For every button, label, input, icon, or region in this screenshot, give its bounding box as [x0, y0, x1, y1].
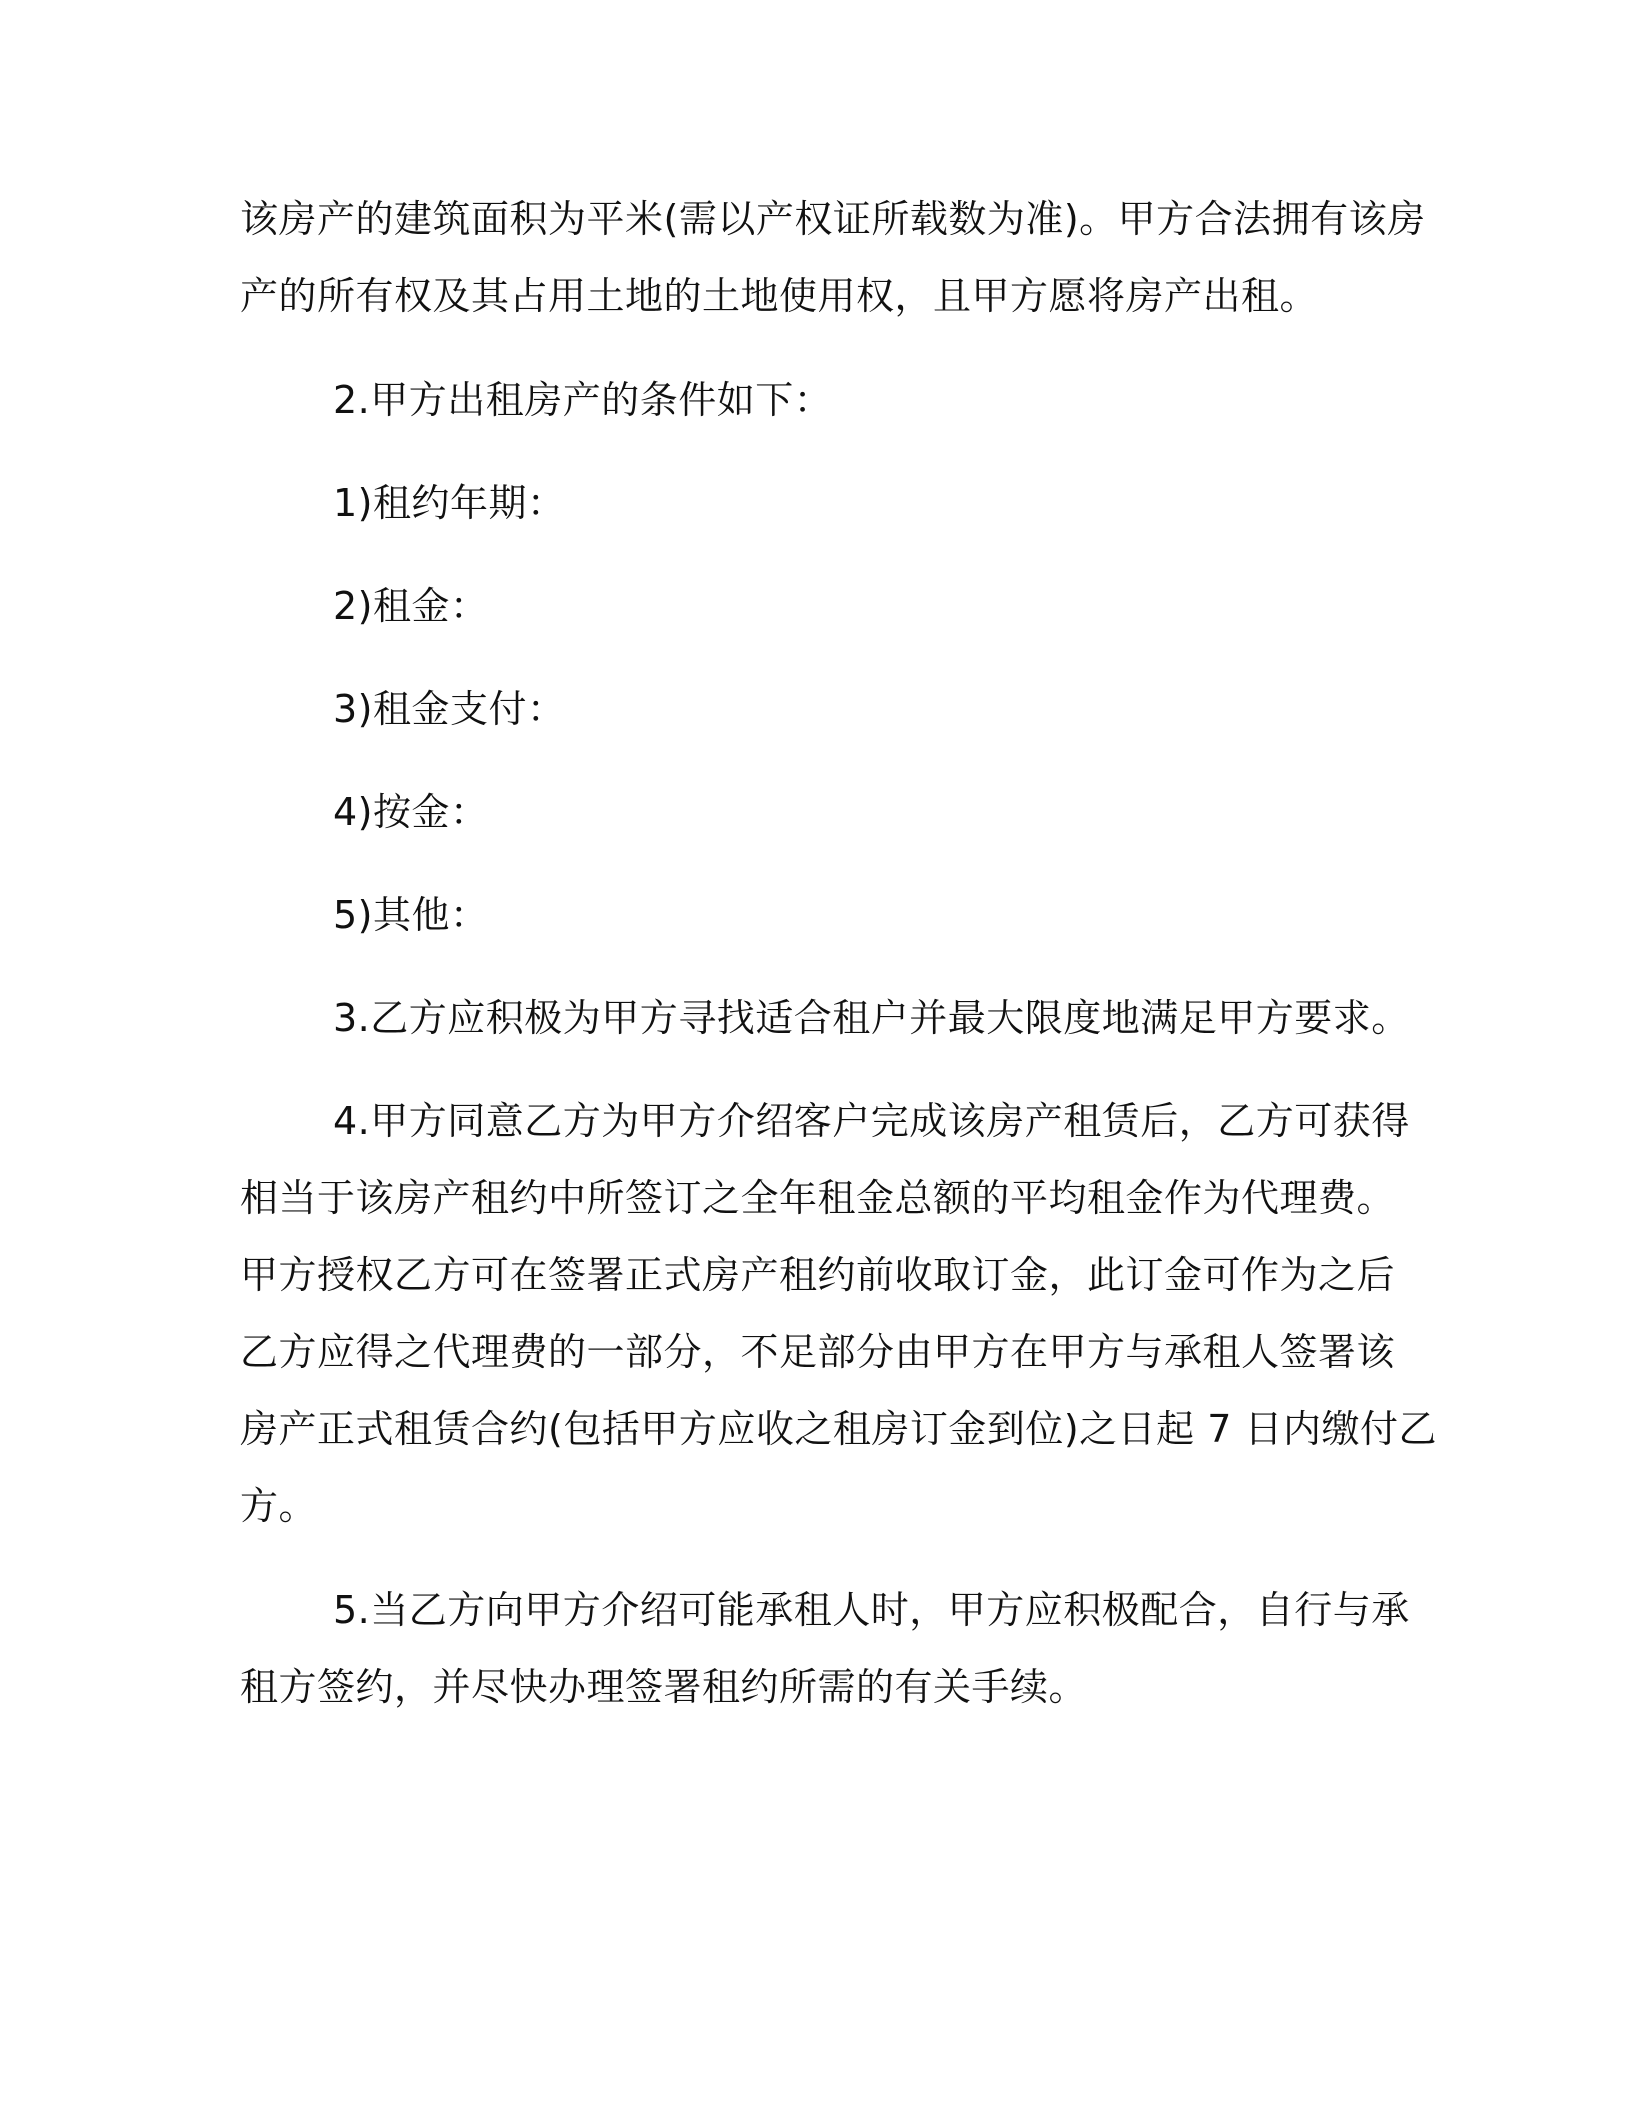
condition-rent-payment: 3)租金支付： [333, 687, 566, 731]
text-line-1: 该房产的建筑面积为平米(需以产权证所载数为准)。甲方合法拥有该房 [240, 197, 1426, 241]
clause-2-heading: 2.甲方出租房产的条件如下： [333, 378, 833, 422]
condition-deposit: 4)按金： [333, 790, 489, 834]
clause-4-line-4: 乙方应得之代理费的一部分，不足部分由甲方在甲方与承租人签署该 [240, 1330, 1396, 1374]
clause-4-line-3: 甲方授权乙方可在签署正式房产租约前收取订金，此订金可作为之后 [240, 1253, 1396, 1297]
condition-rent: 2)租金： [333, 584, 489, 628]
clause-5-line-1: 5.当乙方向甲方介绍可能承租人时，甲方应积极配合，自行与承 [333, 1588, 1410, 1632]
condition-other: 5)其他： [333, 893, 489, 937]
condition-lease-term: 1)租约年期： [333, 481, 566, 525]
clause-4-line-2: 相当于该房产租约中所签订之全年租金总额的平均租金作为代理费。 [240, 1176, 1396, 1220]
clause-4-line-1: 4.甲方同意乙方为甲方介绍客户完成该房产租赁后，乙方可获得 [333, 1099, 1410, 1143]
clause-4-line-6: 方。 [240, 1484, 318, 1528]
text-line-2: 产的所有权及其占用土地的土地使用权，且甲方愿将房产出租。 [240, 274, 1319, 318]
clause-4-line-5: 房产正式租赁合约(包括甲方应收之租房订金到位)之日起 7 日内缴付乙 [240, 1407, 1437, 1451]
clause-5-line-2: 租方签约，并尽快办理签署租约所需的有关手续。 [240, 1665, 1088, 1709]
clause-3: 3.乙方应积极为甲方寻找适合租户并最大限度地满足甲方要求。 [333, 996, 1410, 1040]
